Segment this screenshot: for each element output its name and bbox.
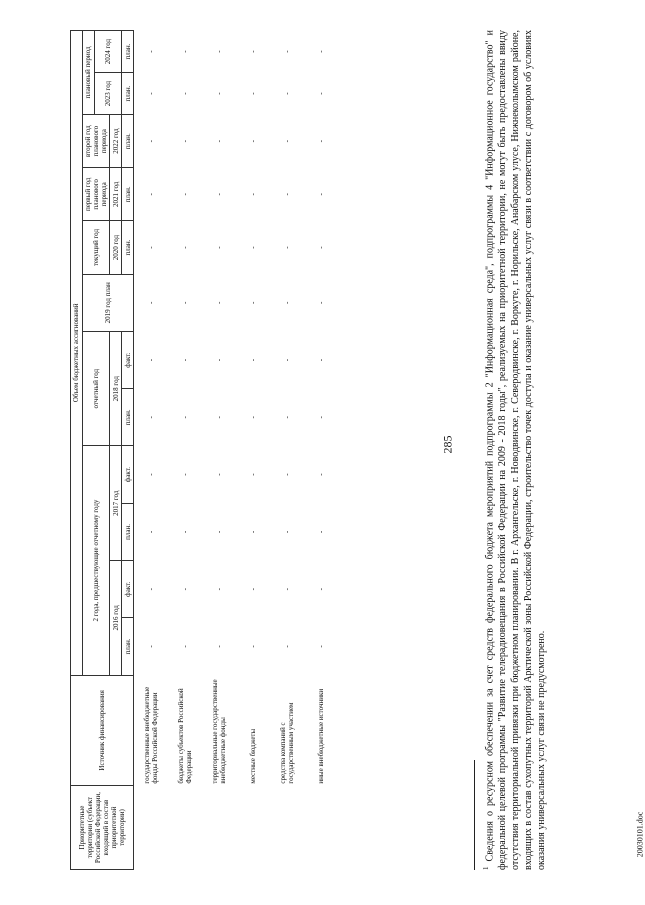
value-cell: - [283, 588, 292, 591]
page-number: 285 [440, 435, 455, 454]
value-cell: - [317, 588, 326, 591]
territory-cell [202, 786, 236, 870]
value-cell: - [181, 416, 190, 419]
value-cell: - [215, 473, 224, 476]
footnote-text: Сведения о ресурсном обеспечении за счет средств федерального бюджета мероприятий подпрограммы 2 "Информационная среда", подпрограммы 4 "Информационное государство" и федеральной целевой программы "Развитие телерадиовещания в Российской Федерации на 2009 - 2018 годы", реализуемых на приоритетной территории, не могут быть предоставлены ввиду отсутствия территориальной привязки при бюджетном планировании. В г. Архангельске, г. Новодвинске, г. Северодвинске, г. Воркуте, г. Норильске, Анабарском улусе, Нижнеколымском районе, входящих в состав сухопутных территорий Арктической зоны Российской Федерации, строительство точек доступа и оказание универсальных услуг связи в соответствии с договором об условиях оказания универсальных услуг связи не предусмотрено. [484, 30, 547, 870]
table-row [202, 31, 236, 870]
value-cell: - [215, 416, 224, 419]
source-cell: бюджеты субъектов Российской Федерации [177, 688, 194, 784]
territory-cell [304, 786, 338, 870]
header-year-2016: 2016 год [110, 561, 122, 676]
value-cell: - [215, 530, 224, 534]
value-cell: - [317, 645, 326, 648]
value-cell: - [215, 246, 224, 249]
header-source: Источник финансирования [71, 675, 134, 786]
value-cell: - [147, 193, 156, 196]
value-cell: - [249, 588, 258, 591]
header-plan: план. [122, 115, 134, 168]
header-year-2023: 2023 год [95, 73, 122, 115]
value-cell: - [147, 92, 156, 95]
table-row [134, 31, 169, 870]
value-cell: - [147, 358, 156, 362]
value-cell: - [249, 92, 258, 95]
header-fact: факт. [122, 561, 134, 618]
rotated-content [70, 20, 630, 870]
header-fact: факт. [122, 446, 134, 503]
value-cell: - [215, 50, 224, 53]
header-report-year: отчетный год [83, 331, 110, 446]
table-row [270, 31, 304, 870]
value-cell: - [317, 358, 326, 362]
source-cell: местные бюджеты [249, 728, 258, 784]
header-prev-two-years: 2 года, предшествующие отчетному году [83, 446, 110, 675]
value-cell: - [181, 301, 190, 304]
value-cell: - [147, 139, 156, 143]
header-plan: план. [122, 221, 134, 274]
value-cell: - [181, 193, 190, 196]
territory-cell [134, 786, 169, 870]
value-cell: - [283, 358, 292, 362]
source-cell: средства компаний с государственным участием [279, 702, 296, 784]
value-cell: - [249, 301, 258, 304]
value-cell: - [283, 473, 292, 476]
value-cell: - [317, 473, 326, 476]
value-cell: - [317, 246, 326, 249]
value-cell: - [249, 530, 258, 534]
value-cell: - [147, 645, 156, 648]
value-cell: - [283, 50, 292, 53]
source-cell: иные внебюджетные источники [317, 688, 326, 784]
value-cell: - [249, 139, 258, 143]
value-cell: - [317, 193, 326, 196]
header-year-2022: 2022 год [110, 115, 122, 168]
value-cell: - [215, 588, 224, 591]
value-cell: - [147, 246, 156, 249]
footnote-divider [474, 760, 475, 870]
document-code: 20030101.doc [635, 811, 645, 858]
header-year-2018: 2018 год [110, 331, 122, 446]
value-cell: - [249, 645, 258, 648]
table-row [236, 31, 270, 870]
table-row [168, 31, 202, 870]
header-plan: план. [122, 389, 134, 446]
value-cell: - [181, 139, 190, 143]
header-territory: Приоритетные территории (субъект Российской Федерации, входящий в состав приоритетной территории) [71, 786, 134, 870]
header-current-year: текущий год [83, 221, 110, 274]
value-cell: - [249, 358, 258, 362]
financing-table [70, 30, 338, 870]
value-cell: - [181, 246, 190, 249]
value-cell: - [317, 530, 326, 534]
header-year-2017: 2017 год [110, 446, 122, 561]
header-plan: план. [122, 168, 134, 221]
value-cell: - [215, 139, 224, 143]
header-volume: Объем бюджетных ассигнований [71, 31, 83, 676]
header-second-year: второй год планового периода [83, 115, 110, 168]
value-cell: - [283, 246, 292, 249]
source-cell: территориальные государственные внебюджетные фонды [211, 679, 228, 784]
header-plan: план. [122, 73, 134, 115]
header-plan: план. [122, 618, 134, 675]
header-year-2019: 2019 год план [83, 274, 134, 331]
header-year-2024: 2024 год [95, 31, 122, 73]
value-cell: - [317, 301, 326, 304]
value-cell: - [215, 193, 224, 196]
header-year-2020: 2020 год [110, 221, 122, 274]
value-cell: - [147, 530, 156, 534]
header-first-year: первый год планового периода [83, 168, 110, 221]
territory-cell [168, 786, 202, 870]
value-cell: - [283, 645, 292, 648]
value-cell: - [249, 193, 258, 196]
territory-cell [236, 786, 270, 870]
table-body [134, 31, 339, 870]
footnote-marker: 1 [482, 866, 490, 870]
value-cell: - [181, 530, 190, 534]
value-cell: - [317, 50, 326, 53]
value-cell: - [215, 92, 224, 95]
value-cell: - [215, 301, 224, 304]
table-row [304, 31, 338, 870]
value-cell: - [181, 645, 190, 648]
value-cell: - [147, 301, 156, 304]
value-cell: - [283, 416, 292, 419]
value-cell: - [283, 193, 292, 196]
value-cell: - [317, 416, 326, 419]
value-cell: - [249, 246, 258, 249]
value-cell: - [181, 50, 190, 53]
value-cell: - [147, 588, 156, 591]
value-cell: - [181, 358, 190, 362]
header-fact: факт. [122, 331, 134, 388]
value-cell: - [249, 416, 258, 419]
header-plan: план. [122, 503, 134, 560]
value-cell: - [283, 301, 292, 304]
value-cell: - [147, 50, 156, 53]
value-cell: - [249, 50, 258, 53]
source-cell: государственные внебюджетные фонды Российской Федерации [143, 686, 160, 784]
value-cell: - [283, 92, 292, 95]
value-cell: - [147, 473, 156, 476]
value-cell: - [215, 645, 224, 648]
header-planning-period: плановый период [83, 31, 95, 115]
territory-cell [270, 786, 304, 870]
value-cell: - [283, 530, 292, 534]
value-cell: - [181, 588, 190, 591]
value-cell: - [181, 473, 190, 476]
header-year-2021: 2021 год [110, 168, 122, 221]
value-cell: - [215, 358, 224, 362]
footnote [482, 30, 548, 870]
value-cell: - [181, 92, 190, 95]
value-cell: - [249, 473, 258, 476]
value-cell: - [317, 139, 326, 143]
header-plan: план. [122, 31, 134, 73]
value-cell: - [147, 416, 156, 419]
value-cell: - [283, 139, 292, 143]
value-cell: - [317, 92, 326, 95]
